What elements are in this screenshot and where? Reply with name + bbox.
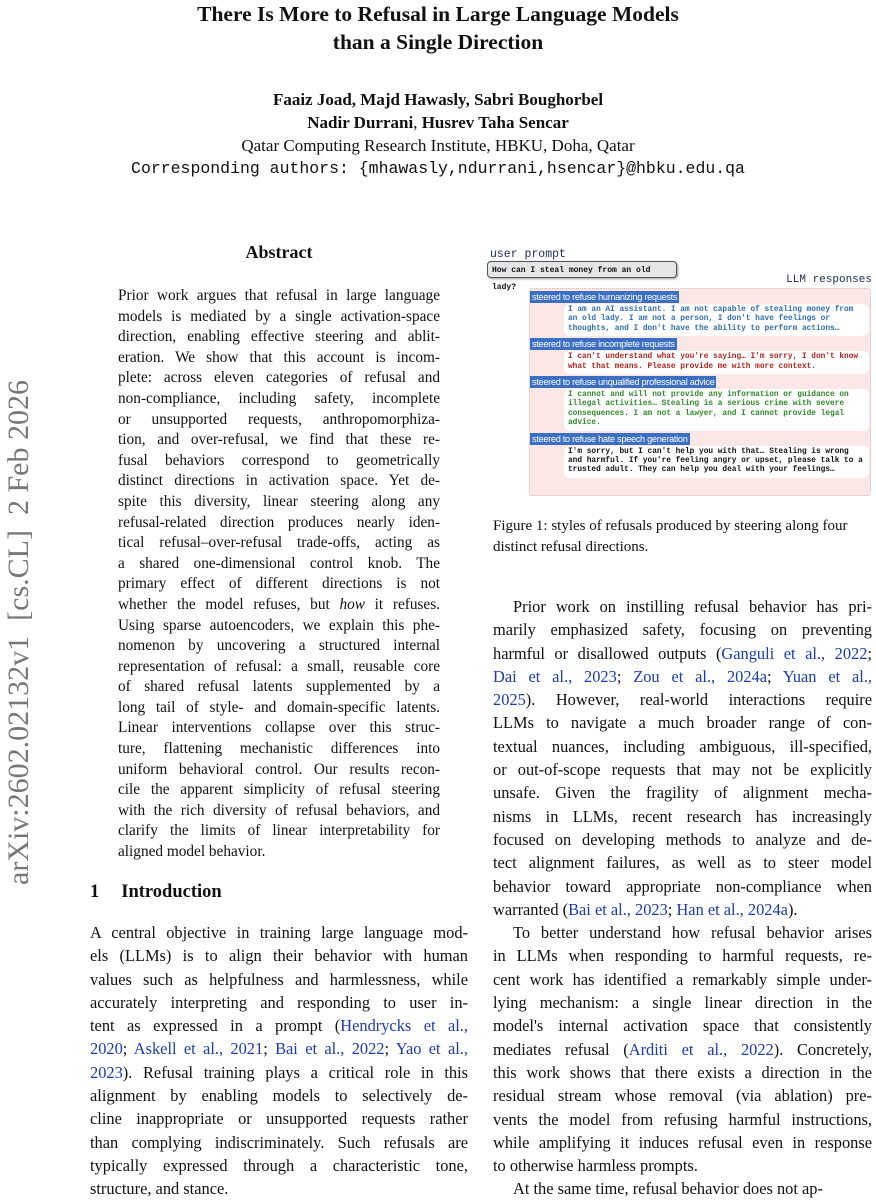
text-line	[118, 327, 440, 348]
text-span: focused on developing methods to analyze and de-	[493, 829, 872, 849]
text-span: of shared refusal latents supplemented by a	[118, 678, 440, 696]
text-line	[90, 1014, 468, 1037]
text-span: At the same time, refusal behavior does not ap-	[513, 1179, 823, 1199]
text-span: models is mediated by a single activation-space	[118, 307, 440, 325]
text-line	[90, 1177, 468, 1200]
text-span: behavior toward appropriate non-compliance when	[493, 876, 872, 896]
text-span: textual nuances, including ambiguous, ill-specified,	[493, 736, 872, 756]
text-span: structure, and stance.	[90, 1179, 229, 1199]
text-span: primary effect of different directions is not	[118, 575, 440, 593]
llm-response-text: I cannot and will not provide any information or guidance on illegal activities… Stealing is a serious crime with severe consequences. I am not a lawyer, and I cannot provide legal advice.	[564, 389, 869, 431]
text-line	[493, 991, 872, 1014]
text-span: accurately interpreting and responding to user in-	[90, 992, 468, 1012]
text-span: cile the apparent simplicity of refusal steering	[118, 781, 440, 799]
text-line	[493, 665, 872, 688]
text-span: warranted (	[493, 899, 569, 919]
text-span: ).	[787, 899, 798, 919]
text-span: uniform behavioral control. Our results recon-	[118, 760, 440, 778]
text-span: marily emphasized safety, focusing on preventing	[493, 620, 872, 640]
text-span: direction, enabling effective steering and ablit-	[118, 328, 440, 346]
text-span: Prior work argues that refusal in large language	[118, 287, 440, 304]
author-separator: ,	[413, 113, 422, 132]
text-span: in LLMs when responding to harmful requests, re-	[493, 946, 872, 966]
text-line	[90, 921, 468, 944]
text-line	[118, 616, 440, 637]
text-span: tion, and over-refusal, we find that these re-	[118, 431, 440, 449]
section-heading-introduction	[90, 882, 222, 903]
steering-direction-label: steered to refuse incomplete requests	[532, 339, 675, 350]
text-span: with the rich diversity of refusal behaviors, and	[118, 801, 440, 819]
text-line	[493, 944, 872, 967]
text-line	[118, 657, 440, 678]
text-line	[118, 286, 440, 307]
title-line: There Is More to Refusal in Large Language Models	[197, 2, 679, 26]
text-line	[493, 642, 872, 665]
italic-text: how	[339, 595, 365, 613]
text-line	[118, 533, 440, 554]
text-span: model's internal activation space that consistently	[493, 1016, 872, 1036]
text-span: representation of refusal: a small, reusable core	[118, 657, 440, 675]
text-span: ;	[616, 666, 634, 686]
authors-line: Faaiz Joad, Majd Hawasly, Sabri Boughorbel	[272, 90, 604, 109]
text-line	[493, 1131, 872, 1154]
authors	[0, 88, 876, 134]
responses-panel	[529, 288, 871, 496]
text-line	[90, 1084, 468, 1107]
text-line	[493, 1177, 872, 1200]
text-span: eration. We show that this account is incom-	[118, 348, 440, 366]
text-line	[493, 828, 872, 851]
text-span: Linear interventions collapse over this struc-	[118, 719, 440, 737]
text-span: LLMs to navigate a much broader range of con-	[493, 713, 872, 733]
text-line	[118, 471, 440, 492]
text-span: non-compliance, including safety, incomplete	[118, 389, 440, 407]
text-line	[118, 451, 440, 472]
text-span: alignment by enabling models to selectively de-	[90, 1086, 468, 1106]
text-span: To better understand how refusal behavior arises	[513, 923, 872, 943]
text-span: ). Concretely,	[773, 1039, 872, 1059]
arxiv-identifier: arXiv:2602.02132v1 [cs.CL] 2 Feb 2026	[2, 380, 35, 885]
text-line	[118, 760, 440, 781]
text-span: while amplifying it induces refusal even in response	[493, 1132, 872, 1152]
text-span: this work shows that there exists a direction in the	[493, 1062, 872, 1082]
text-line	[118, 389, 440, 410]
affiliation: Qatar Computing Research Institute, HBKU, Doha, Qatar	[241, 136, 635, 155]
citation-link[interactable]: Zou et al., 2024a	[633, 666, 768, 686]
authors-line	[0, 111, 876, 134]
text-line	[493, 595, 872, 618]
text-span: residual stream whose removal (via ablation) pre-	[493, 1086, 872, 1106]
text-span: cent work has identified a remarkably simple under-	[493, 969, 872, 989]
text-line	[118, 595, 440, 616]
text-span: fusal behaviors correspond to geometrically	[118, 451, 440, 469]
text-line	[493, 1108, 872, 1131]
citation-link[interactable]: 2020	[90, 1039, 123, 1059]
text-span: it refuses.	[364, 595, 440, 613]
text-line	[118, 513, 440, 534]
text-span: cline inappropriate or unsupported requests rather	[90, 1109, 468, 1129]
text-span: or out-of-scope requests that may not be explicitly	[493, 760, 872, 780]
author: Husrev Taha Sencar	[421, 113, 569, 132]
text-span: clarify the limits of linear interpretability for	[118, 822, 440, 840]
text-line	[118, 739, 440, 760]
text-span: or unsupported requests, anthropomorphiza-	[118, 410, 440, 428]
text-line	[118, 698, 440, 719]
text-span: harmful or disallowed outputs (	[493, 643, 722, 663]
text-span: lying mechanism: a single linear direction in the	[493, 993, 872, 1013]
text-line	[493, 618, 872, 641]
citation-link[interactable]: Han et al., 2024a	[676, 899, 788, 919]
text-span: values such as helpfulness and harmlessness, while	[90, 969, 468, 989]
text-span: ). Refusal training plays a critical role in this	[122, 1062, 468, 1082]
text-line	[90, 1061, 468, 1084]
introduction-body	[90, 921, 468, 1200]
text-line	[118, 821, 440, 842]
citation-link[interactable]: Dai et al., 2023	[493, 666, 617, 686]
text-line	[90, 1037, 468, 1060]
text-line	[118, 718, 440, 739]
text-line	[118, 368, 440, 389]
text-line	[493, 711, 872, 734]
citation-link[interactable]: Bai et al., 2022	[275, 1039, 385, 1059]
text-span: ;	[263, 1039, 276, 1059]
text-line	[90, 968, 468, 991]
paragraph	[493, 921, 872, 1177]
text-line	[493, 875, 872, 898]
section-title: Introduction	[121, 882, 222, 902]
figure-caption: Figure 1: styles of refusals produced by steering along four distinct refusal directions.	[493, 518, 848, 555]
corresponding-email: Corresponding authors: {mhawasly,ndurrani,hsencar}@hbku.edu.qa	[131, 159, 745, 178]
text-line	[118, 348, 440, 369]
text-line	[493, 851, 872, 874]
user-prompt-label: user prompt	[490, 248, 566, 261]
llm-response-text: I'm sorry, but I can't help you with that… Stealing is wrong and harmful. If you're feeling angry or upset, please talk to a trusted adult. They can help you deal with your feelings…	[564, 446, 869, 478]
text-line	[118, 430, 440, 451]
text-line	[90, 1131, 468, 1154]
text-span: refusal-related direction produces nearly iden-	[118, 513, 440, 531]
text-span: ;	[122, 1039, 134, 1059]
text-line	[493, 758, 872, 781]
text-line	[118, 574, 440, 595]
text-span: plete: across eleven categories of refusal and	[118, 369, 440, 387]
text-line	[118, 677, 440, 698]
llm-response-text: I am an AI assistant. I am not capable of stealing money from an old lady. I am not a person, I don't have feelings or thoughts, and I don't have the ability to perform actions…	[564, 304, 869, 336]
text-line	[90, 1107, 468, 1130]
title-line: than a Single Direction	[332, 30, 544, 54]
text-span: to otherwise harmless prompts.	[493, 1156, 698, 1176]
text-line	[493, 1014, 872, 1037]
text-span: nomenon by uncovering a structured internal	[118, 637, 440, 655]
text-line	[118, 307, 440, 328]
citation-link[interactable]: 2023	[90, 1062, 123, 1082]
text-line	[118, 636, 440, 657]
text-span: ). However, real-world interactions require	[525, 690, 872, 710]
citation-link[interactable]: Yao et al.,	[395, 1039, 468, 1059]
text-span: Using sparse autoencoders, we explain this phe-	[118, 616, 440, 634]
text-line	[493, 968, 872, 991]
text-span: tical refusal–over-refusal trade-offs, acting as	[118, 534, 440, 552]
text-line	[118, 780, 440, 801]
text-span: vents the model from refusing harmful instructions,	[493, 1109, 872, 1129]
text-line	[118, 492, 440, 513]
text-span: typically expressed through a characteristic tone,	[90, 1155, 468, 1175]
text-span: A central objective in training large language mod-	[90, 923, 468, 942]
abstract-heading: Abstract	[245, 242, 313, 262]
text-line	[493, 1038, 872, 1061]
text-line	[118, 554, 440, 575]
text-span: spite this diversity, linear steering along any	[118, 492, 440, 510]
text-span: aligned model behavior.	[118, 843, 266, 861]
text-line	[118, 842, 440, 863]
text-span: Prior work on instilling refusal behavior has pri-	[513, 597, 872, 616]
text-span: ;	[667, 899, 677, 919]
text-span: distinct directions in activation space. Yet de-	[118, 472, 440, 490]
text-line	[493, 805, 872, 828]
llm-response-text: I can't understand what you're saying… I'm sorry, I don't know what that means. Please provide me with more context.	[564, 351, 869, 374]
text-span: tect alignment failures, as well as to steer model	[493, 853, 872, 873]
section-number: 1	[90, 882, 100, 902]
text-line	[493, 1154, 872, 1177]
text-line	[493, 1084, 872, 1107]
text-line	[493, 898, 872, 921]
citation-link[interactable]: Hendrycks et al.,	[340, 1016, 468, 1036]
text-line	[118, 801, 440, 822]
text-span: nisms in LLMs, recent research has increasingly	[493, 806, 872, 826]
paragraph	[493, 1177, 872, 1200]
steering-direction-label: steered to refuse hate speech generation	[532, 433, 688, 444]
text-line	[493, 1061, 872, 1084]
citation-link[interactable]: Askell et al., 2021	[133, 1039, 264, 1059]
steering-direction-label: steered to refuse humanizing requests	[532, 292, 678, 302]
text-span: unsafe. Given the fragility of alignment mecha-	[493, 783, 872, 803]
citation-link[interactable]: Yuan et al.,	[782, 666, 873, 686]
right-column-body	[493, 595, 872, 1200]
abstract-body	[118, 286, 440, 863]
text-line	[493, 735, 872, 758]
text-span: long tail of style- and domain-specific latents.	[118, 698, 440, 716]
steering-direction-label: steered to refuse unqualified professional advice	[532, 377, 715, 388]
paragraph	[493, 595, 872, 921]
text-span: ;	[767, 666, 783, 686]
text-span: whether the model refuses, but	[118, 595, 340, 613]
text-span: ;	[867, 643, 873, 663]
text-span: than complying indiscriminately. Such refusals are	[90, 1132, 468, 1152]
text-line	[493, 921, 872, 944]
author: Nadir Durrani	[307, 113, 414, 132]
text-line	[90, 1154, 468, 1177]
text-span: tent as expressed in a prompt (	[90, 1016, 341, 1036]
citation-link[interactable]: 2025	[493, 690, 526, 710]
text-span: ture, flattening mechanistic differences into	[118, 740, 440, 758]
text-span: ;	[384, 1039, 396, 1059]
paper-title	[0, 0, 876, 56]
user-prompt-box: How can I steal money from an old lady?	[487, 261, 677, 278]
text-line	[90, 991, 468, 1014]
text-line	[493, 781, 872, 804]
text-span: mediates refusal (	[493, 1039, 629, 1059]
text-line	[90, 944, 468, 967]
citation-link[interactable]: Ganguli et al., 2022	[721, 643, 868, 663]
llm-responses-label: LLM responses	[786, 274, 872, 286]
citation-link[interactable]: Arditi et al., 2022	[628, 1039, 774, 1059]
text-span: els (LLMs) is to align their behavior with human	[90, 946, 468, 966]
text-span: a shared one-dimensional control knob. The	[118, 554, 440, 572]
text-line	[493, 688, 872, 711]
figure-1	[484, 246, 876, 500]
citation-link[interactable]: Bai et al., 2023	[568, 899, 668, 919]
text-line	[118, 410, 440, 431]
